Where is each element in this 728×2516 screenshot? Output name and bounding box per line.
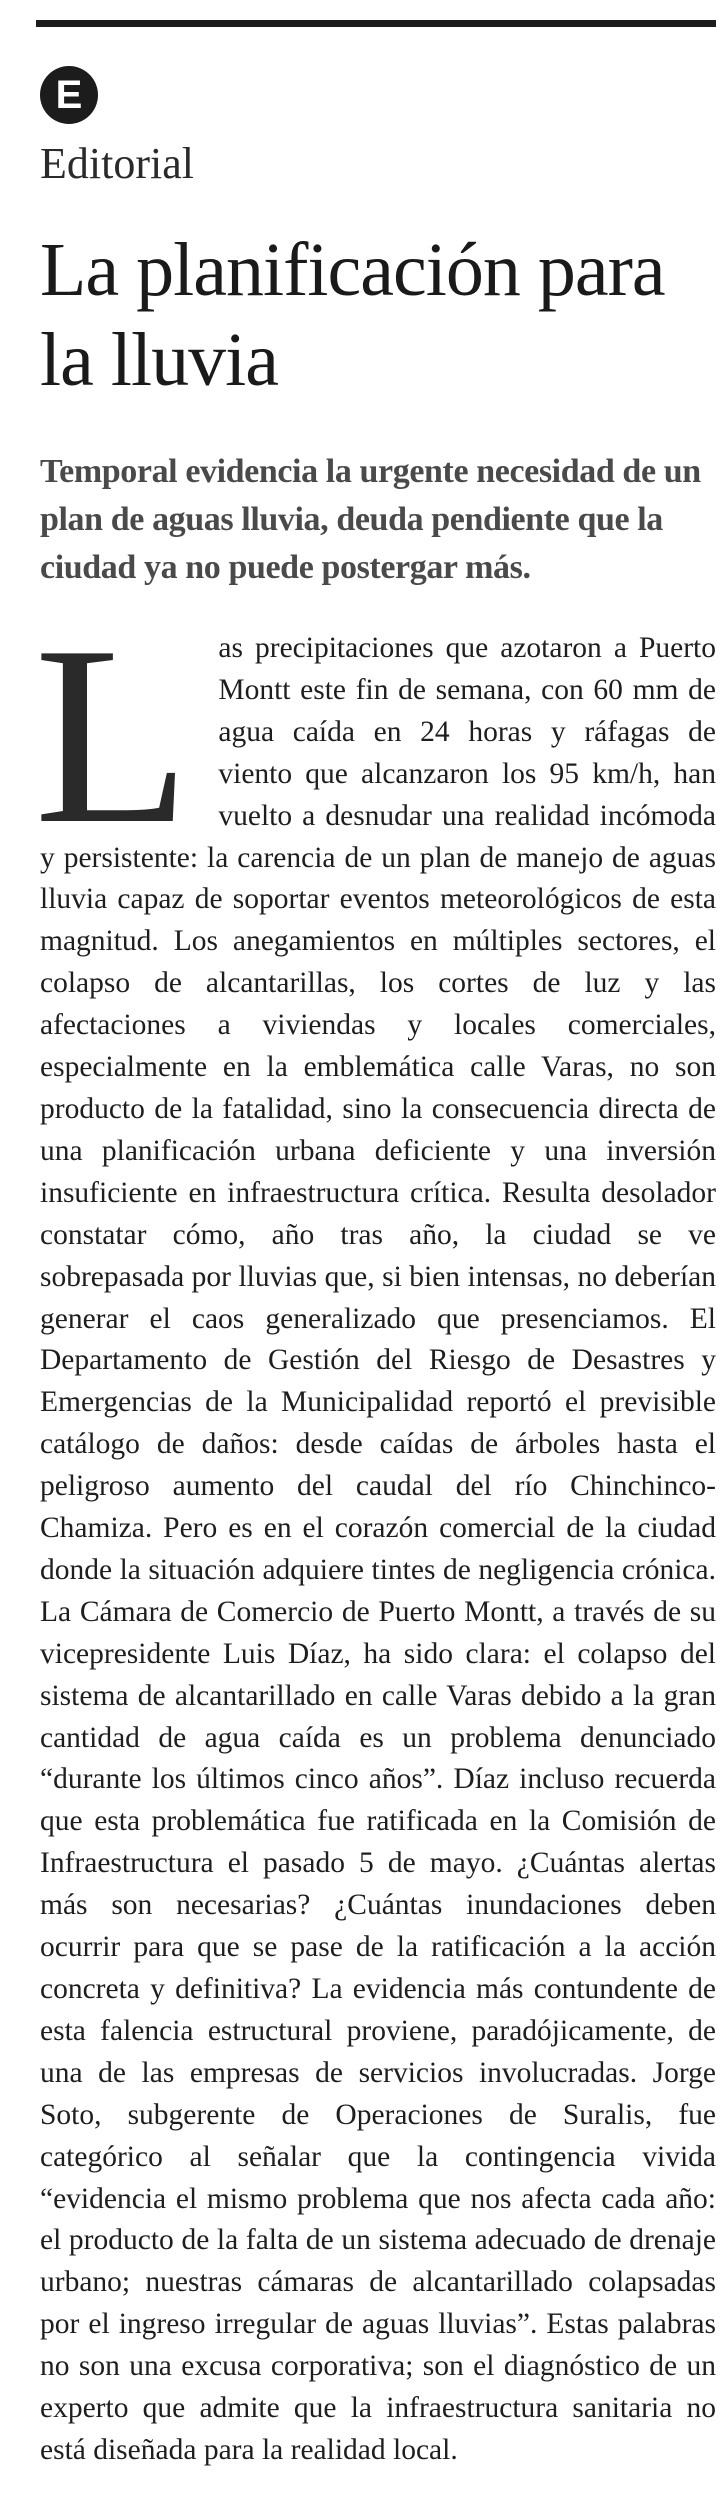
article-body-text: as precipitaciones que azotaron a Puerto Montt este fin de semana, con 60 mm de agua caída en 24 horas y ráfagas de viento que alcanzaron los 95 km/h, han vuelto a desnudar una realidad incómoda y persistente: la carencia de un plan de manejo de aguas lluvia capaz de soportar eventos meteorológicos de esta magnitud. Los anegamientos en múltiples sectores, el colapso de alcantarillas, los cortes de luz y las afectaciones a viviendas y locales comerciales, especialmente en la emblemática calle Varas, no son producto de la fatalidad, sino la consecuencia directa de una planificación urbana deficiente y una inversión insuficiente en infraestructura crítica. Resulta desolador constatar cómo, año tras año, la ciudad se ve sobrepasada por lluvias que, si bien intensas, no deberían generar el caos generalizado que presenciamos. El Departamento de Gestión del Riesgo de Desastres y Emergencias de la Municipalidad reportó el previsible catálogo de daños: desde caídas de árboles hasta el peligroso aumento del caudal del río Chinchinco-Chamiza. Pero es en el corazón comercial de la ciudad donde la situación adquiere tintes de negligencia crónica. La Cámara de Comercio de Puerto Montt, a través de su vicepresidente Luis Díaz, ha sido clara: el colapso del sistema de alcantarillado en calle Varas debido a la gran cantidad de agua caída es un problema denunciado “durante los últimos cinco años”. Díaz incluso recuerda que esta problemática fue ratificada en la Comisión de Infraestructura el pasado 5 de mayo. ¿Cuántas alertas más son necesarias? ¿Cuántas inundaciones deben ocurrir para que se pase de la ratificación a la acción concreta y definitiva? La evidencia más contundente de esta falencia estructural proviene, paradójicamente, de una de las empresas de servicios involucradas. Jorge Soto, subgerente de Operaciones de Suralis, fue categórico al señalar que la contingencia vivida “evidencia el mismo problema que nos afecta cada año: el producto de la falta de un sistema adecuado de drenaje urbano; nuestras cámaras de alcantarillado colapsadas por el ingreso irregular de aguas lluvias”. Estas palabras no son una excusa corporativa; son el diagnóstico de un experto que admite que la infraestructura sanitaria no está diseñada para la realidad local.: [40, 632, 716, 2466]
headline: La planificación para la lluvia: [40, 228, 665, 402]
section-label: Editorial: [40, 139, 194, 188]
section-badge: E: [40, 66, 98, 124]
article-body: [34, 594, 716, 2472]
subheadline: Temporal evidencia la urgente necesidad de un plan de aguas lluvia, deuda pendiente que la ciudad ya no puede postergar más.: [40, 453, 701, 586]
top-rule: [36, 20, 716, 27]
drop-cap: L: [34, 594, 191, 877]
